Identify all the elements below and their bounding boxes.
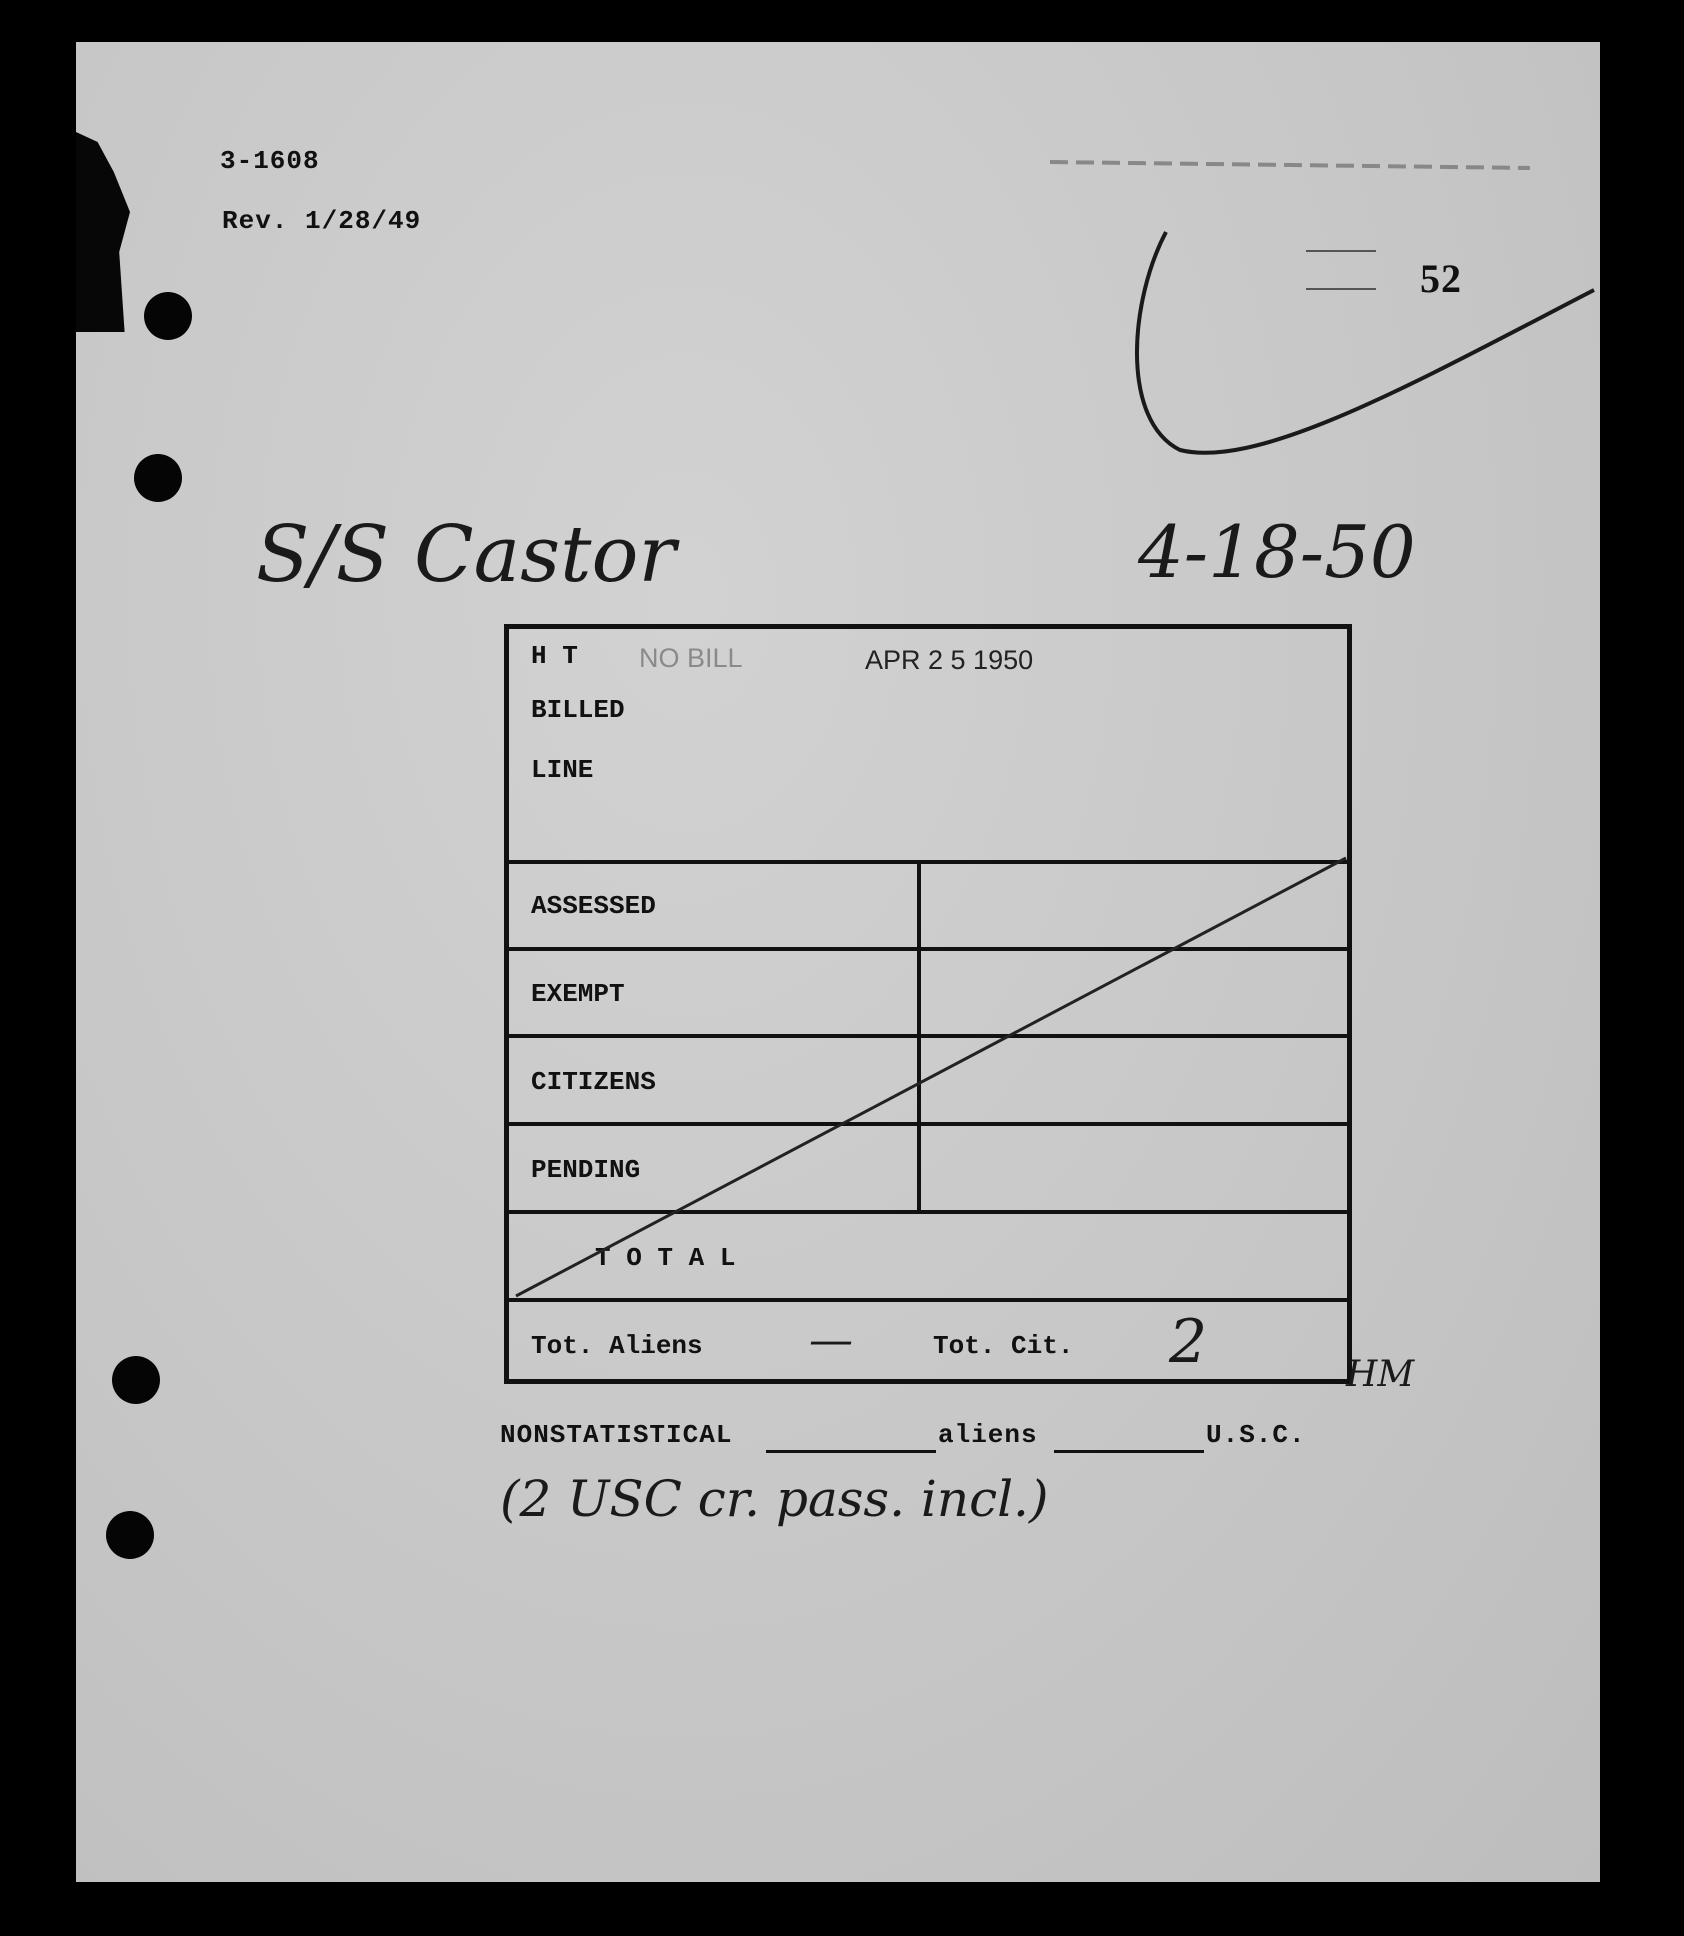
- diagonal-strike: [516, 858, 1346, 1296]
- exempt-label: EXEMPT: [531, 979, 625, 1009]
- ht-label: H T: [531, 641, 578, 671]
- revision-date: Rev. 1/28/49: [222, 206, 422, 236]
- initials: HM: [1346, 1354, 1415, 1395]
- line-label: LINE: [531, 755, 594, 785]
- checkmark-stroke: [1137, 232, 1594, 453]
- ship-name: S/S Castor: [256, 510, 676, 600]
- pending-label: PENDING: [531, 1155, 641, 1185]
- form-number: 3-1608: [220, 146, 320, 176]
- citizens-label: CITIZENS: [531, 1067, 656, 1097]
- assessed-label: ASSESSED: [531, 891, 656, 921]
- handwritten-note: (2 USC cr. pass. incl.): [500, 1470, 1049, 1528]
- tot-aliens-label: Tot. Aliens: [531, 1331, 703, 1361]
- faint-rule: [1050, 162, 1530, 168]
- handwritten-date: 4-18-50: [1138, 510, 1416, 594]
- nonstatistical-label: NONSTATISTICAL: [500, 1420, 733, 1450]
- page-number: 52: [1420, 256, 1462, 301]
- usc-label: U.S.C.: [1206, 1420, 1306, 1450]
- tot-aliens-value: —: [809, 1315, 853, 1366]
- tot-cit-value: 2: [1169, 1307, 1208, 1377]
- tot-cit-label: Tot. Cit.: [933, 1331, 1074, 1361]
- total-label: T O T A L: [595, 1243, 736, 1273]
- billed-label: BILLED: [531, 695, 625, 725]
- no-bill-stamp: NO BILL: [639, 643, 743, 673]
- aliens-label: aliens: [938, 1420, 1038, 1450]
- date-stamp: APR 2 5 1950: [865, 645, 1034, 675]
